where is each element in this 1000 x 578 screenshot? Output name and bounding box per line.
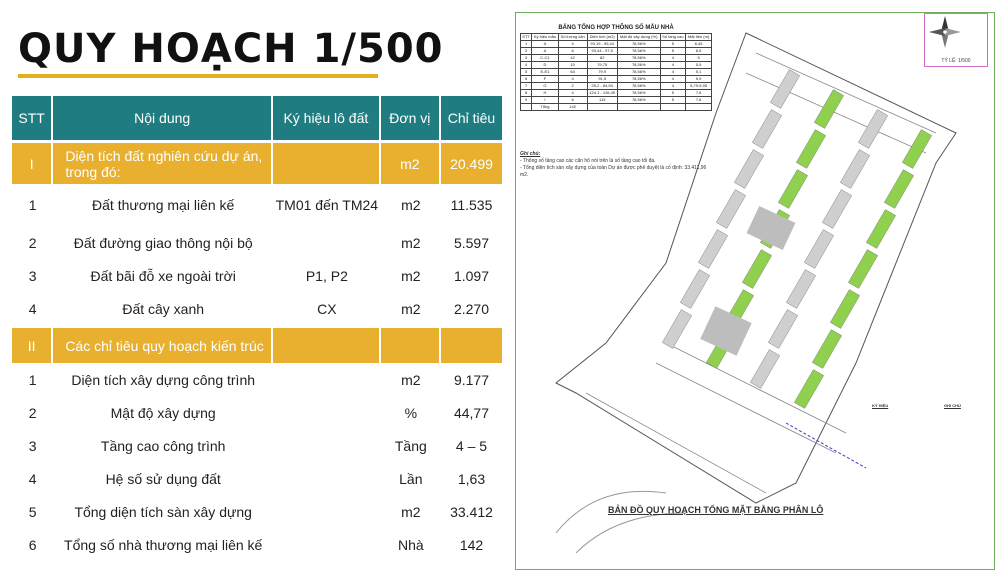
cell-value: 1.097 (453, 267, 490, 284)
cell-value (441, 325, 502, 363)
title-underline (18, 74, 378, 78)
summary-cell: A (532, 41, 559, 48)
cell-stt: II (12, 325, 53, 363)
summary-row (521, 83, 712, 90)
cell-value: 142 (459, 536, 484, 553)
lot-block (770, 70, 799, 109)
cell-value: 9.177 (453, 371, 490, 388)
summary-header: Số tầng cao (660, 34, 686, 41)
summary-header: STT (522, 34, 530, 39)
summary-cell (587, 104, 617, 111)
cell-unit (381, 325, 441, 363)
planning-table (12, 96, 502, 561)
cell-stt: 2 (28, 234, 37, 251)
cell-unit: Tầng (394, 437, 427, 454)
table-row (12, 259, 502, 292)
summary-cell: 2 (521, 48, 532, 55)
cell-stt: 1 (28, 371, 37, 388)
lot-block (698, 230, 727, 269)
summary-cell: 142 (558, 104, 587, 111)
lot-block (662, 310, 691, 349)
page-title: QUY HOẠCH 1/500 (18, 26, 444, 72)
summary-cell: 5,9 (686, 76, 712, 83)
summary-row (521, 55, 712, 62)
summary-header: Số lượng căn (558, 34, 587, 41)
cell-stt: 3 (28, 437, 37, 454)
table-row (12, 184, 502, 226)
cell-value: 20.499 (441, 140, 502, 184)
summary-cell: 4 (660, 76, 686, 83)
section-row (12, 140, 502, 184)
cell-unit: % (404, 404, 418, 421)
summary-cell: 6 (558, 48, 587, 55)
summary-cell (521, 104, 532, 111)
summary-cell: 5 (660, 41, 686, 48)
site-plan-map (515, 12, 995, 570)
summary-cell: 5 (660, 97, 686, 104)
cell-unit: m2 (401, 234, 421, 251)
cell-content: Đất cây xanh (122, 300, 205, 317)
cell-content: Đất bãi đỗ xe ngoài trời (90, 267, 236, 284)
cell-unit: m2 (401, 300, 421, 317)
note-2: - Tổng diện tích sàn xây dựng của toàn Dự án được phê duyệt là cố định: 33.411,96 m2. (520, 165, 707, 178)
summary-cell: 78,56% (617, 97, 660, 104)
header-stt: STT (12, 96, 53, 140)
summary-cell: 113 (587, 97, 617, 104)
header-value: Chỉ tiêu (441, 96, 502, 140)
cell-content: Hệ số sử dụng đất (105, 470, 221, 487)
summary-header: Mật độ xây dựng (%) (617, 34, 660, 41)
cell-lot (273, 429, 381, 462)
lot-block (848, 250, 877, 289)
summary-cell: 78,56% (617, 41, 660, 48)
curved-road-2 (576, 513, 686, 553)
summary-cell: 79,75 (587, 62, 617, 69)
cell-lot (273, 495, 381, 528)
lot-block (778, 170, 807, 209)
summary-cell: F (532, 76, 559, 83)
cell-lot: TM01 đến TM24 (275, 197, 379, 213)
summary-cell: 4 (558, 41, 587, 48)
summary-cell: 4 (558, 90, 587, 97)
parking-lot-2 (747, 206, 796, 250)
cell-lot (273, 528, 381, 561)
summary-cell: 7,6 (686, 97, 712, 104)
cell-lot (273, 396, 381, 429)
cell-lot: P1, P2 (305, 267, 348, 284)
lot-block (786, 270, 815, 309)
summary-cell: 93,19 - 95,44 (587, 41, 617, 48)
summary-cell: 4 (660, 55, 686, 62)
summary-cell: 5,5 (686, 62, 712, 69)
cell-lot: CX (317, 300, 337, 317)
cell-unit: m2 (401, 267, 421, 284)
map-title: BẢN ĐỒ QUY HOẠCH TỔNG MẶT BẰNG PHÂN LÔ (608, 505, 824, 515)
summary-cell: I (532, 97, 559, 104)
summary-cell: 78,56% (617, 48, 660, 55)
lot-block (804, 230, 833, 269)
cell-value: 33.412 (450, 503, 493, 520)
summary-cell: 78,56% (617, 62, 660, 69)
lot-block (716, 190, 745, 229)
cell-stt: 3 (28, 267, 37, 284)
cell-lot (273, 363, 381, 396)
summary-cell: 25,2 - 84,94 (587, 83, 617, 90)
summary-cell: 93,44 - 97,5 (587, 48, 617, 55)
legend-title-2: GHI CHÚ (944, 403, 961, 408)
summary-cell: Tổng (532, 104, 559, 111)
summary-cell (617, 104, 660, 111)
summary-row (521, 41, 712, 48)
summary-row (521, 76, 712, 83)
parking-lot-1 (700, 306, 751, 356)
summary-header: Mặt tiền (m) (686, 34, 712, 41)
summary-row (521, 104, 712, 111)
table-row (12, 495, 502, 528)
cell-content: Tổng số nhà thương mại liên kế (64, 536, 263, 553)
table-row (12, 226, 502, 259)
lot-block (742, 250, 771, 289)
cell-unit: m2 (401, 503, 421, 520)
summary-cell: 10 (558, 62, 587, 69)
summary-cell: 6,45 (686, 41, 712, 48)
table-row (12, 292, 502, 325)
summary-cell: 91,5 (587, 76, 617, 83)
compass-box (924, 13, 988, 67)
summary-cell: 82 (587, 55, 617, 62)
note-1: - Thông số tầng cao các căn hộ nói trên là số tầng cao tối đa. (520, 158, 656, 164)
summary-cell: 6,5 (686, 48, 712, 55)
summary-cell: 5 (660, 48, 686, 55)
summary-cell: 3 (521, 55, 532, 62)
summary-cell: 4 (558, 76, 587, 83)
summary-cell: A (532, 48, 559, 55)
notes-block (520, 151, 710, 179)
summary-cell: 78,56% (617, 76, 660, 83)
lot-block (902, 130, 931, 169)
summary-cell: 5,79-5,95 (686, 83, 712, 90)
summary-cell: 78,56% (617, 83, 660, 90)
table-row (12, 462, 502, 495)
summary-cell (660, 104, 686, 111)
cell-lot (273, 140, 381, 184)
cell-lot (273, 226, 381, 259)
lot-block (858, 110, 887, 149)
lot-block (830, 290, 859, 329)
summary-cell: 4 (660, 83, 686, 90)
table-row (12, 363, 502, 396)
summary-cell: 124,1 - 126,49 (587, 90, 617, 97)
cell-stt: 6 (28, 536, 37, 553)
lot-block (814, 90, 843, 129)
boundary-line (786, 423, 866, 468)
cell-content: Đất đường giao thông nội bộ (73, 234, 253, 251)
cell-stt: 4 (28, 300, 37, 317)
lot-block (680, 270, 709, 309)
cell-value: 4 – 5 (455, 437, 488, 454)
summary-cell: 1 (521, 41, 532, 48)
summary-cell: 6 (521, 76, 532, 83)
cell-value: 1,63 (457, 470, 486, 487)
cell-value: 5.597 (453, 234, 490, 251)
lot-block (796, 130, 825, 169)
table-header-row (12, 96, 502, 140)
summary-cell: 4 (660, 69, 686, 76)
cell-stt: 2 (28, 404, 37, 421)
summary-cell: 7,6 (686, 90, 712, 97)
legend (872, 403, 990, 408)
summary-cell: 9 (521, 97, 532, 104)
lot-block (734, 150, 763, 189)
cell-content: Các chỉ tiêu quy hoạch kiến trúc (53, 325, 273, 363)
lot-block (752, 110, 781, 149)
table-row (12, 396, 502, 429)
summary-header: Ký hiệu mẫu (532, 34, 559, 41)
cell-unit: Lần (399, 470, 423, 487)
summary-title: BẢNG TỔNG HỢP THÔNG SỐ MẪU NHÀ (558, 25, 674, 31)
summary-cell: G (532, 83, 559, 90)
cell-content: Mật độ xây dựng (110, 404, 216, 421)
summary-cell: H (532, 90, 559, 97)
summary-cell: 2 (558, 83, 587, 90)
lot-block (768, 310, 797, 349)
cell-unit: m2 (401, 197, 421, 213)
house-summary-table (520, 25, 712, 111)
lot-block (794, 370, 823, 409)
lot-block (822, 190, 851, 229)
cell-stt: I (12, 140, 53, 184)
header-lot: Ký hiệu lô đất (273, 96, 381, 140)
summary-cell: 42 (558, 55, 587, 62)
cell-lot (273, 462, 381, 495)
cell-content: Tầng cao công trình (100, 437, 226, 454)
cell-stt: 5 (28, 503, 37, 520)
header-content: Nội dung (53, 96, 273, 140)
summary-cell (686, 104, 712, 111)
summary-cell: D (532, 62, 559, 69)
cell-value: 44,77 (453, 404, 490, 421)
lot-blocks (662, 70, 931, 409)
summary-cell: 4 (521, 62, 532, 69)
cell-content: Đất thương mại liên kế (92, 197, 235, 213)
summary-row (521, 90, 712, 97)
summary-cell: 5 (660, 90, 686, 97)
summary-cell: 78,56% (617, 90, 660, 97)
cell-unit: Nhà (397, 536, 424, 553)
table-row (12, 528, 502, 561)
cell-unit: m2 (401, 371, 421, 388)
summary-row (521, 62, 712, 69)
summary-cell: 5 (521, 69, 532, 76)
cell-content: Tổng diện tích sàn xây dựng (74, 503, 252, 520)
cell-value: 2.270 (453, 300, 490, 317)
summary-cell: 78,56% (617, 55, 660, 62)
legend-title: KÝ HIỆU (872, 403, 889, 408)
table-row (12, 429, 502, 462)
summary-cell: 78,56% (617, 69, 660, 76)
summary-cell: 64 (558, 69, 587, 76)
cell-stt: 1 (28, 197, 37, 213)
summary-cell: 5 (686, 55, 712, 62)
cell-content: Diện tích đất nghiên cứu dự án, trong đó: (53, 140, 273, 184)
cell-value: 11.535 (450, 197, 493, 213)
summary-cell: 4 (660, 62, 686, 69)
summary-row (521, 97, 712, 104)
lot-block (840, 150, 869, 189)
summary-cell: E-E1 (532, 69, 559, 76)
summary-cell: C-C1 (532, 55, 559, 62)
summary-cell: 7 (521, 83, 532, 90)
notes-title: Ghi chú: (520, 151, 541, 157)
section-row (12, 325, 502, 363)
cell-unit: m2 (381, 140, 441, 184)
lot-block (884, 170, 913, 209)
summary-cell: 79,9 (587, 69, 617, 76)
header-unit: Đơn vị (381, 96, 441, 140)
summary-row (521, 69, 712, 76)
cell-content: Diện tích xây dựng công trình (71, 371, 256, 388)
cell-stt: 4 (28, 470, 37, 487)
lot-block (866, 210, 895, 249)
summary-header: Diện tích (m2) (587, 34, 617, 41)
scale-label: TỶ LỆ: 1/500 (941, 58, 971, 64)
summary-cell: 6 (558, 97, 587, 104)
summary-cell: 8 (521, 90, 532, 97)
summary-row (521, 48, 712, 55)
lot-block (750, 350, 779, 389)
north-arrow-icon (925, 14, 965, 50)
cell-lot (273, 325, 381, 363)
summary-cell: 5,1 (686, 69, 712, 76)
lot-block (812, 330, 841, 369)
